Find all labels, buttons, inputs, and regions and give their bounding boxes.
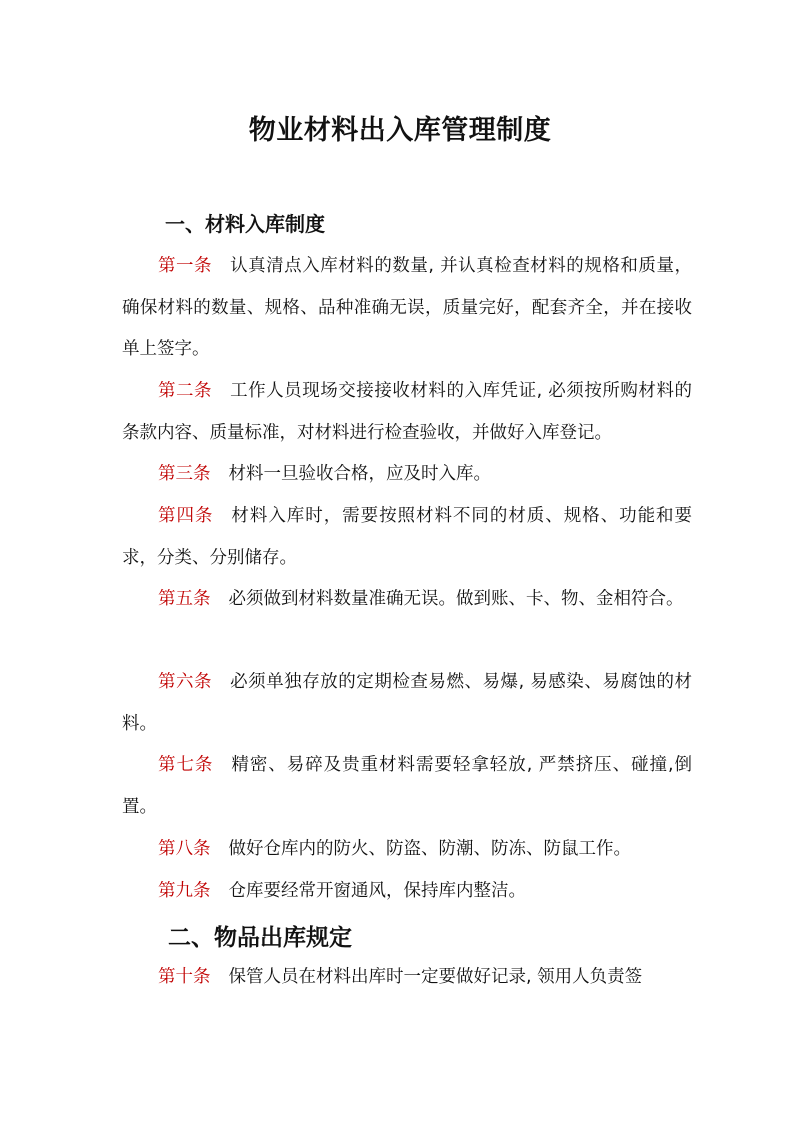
article-text: 保管人员在材料出库时一定要做好记录, 领用人负责签 [228, 967, 643, 987]
article-7 [122, 745, 692, 828]
article-number: 第二条 [158, 381, 213, 401]
article-text: 工作人员现场交接接收材料的入库凭证, 必须按所购材料的条款内容、质量标准，对材料进行检查验收，并做好入库登记。 [122, 381, 692, 443]
article-9 [122, 871, 692, 913]
article-text: 精密、易碎及贵重材料需要轻拿轻放, 严禁挤压、碰撞,倒置。 [122, 755, 693, 817]
article-10 [122, 957, 692, 999]
article-6 [122, 662, 692, 745]
article-text: 认真清点入库材料的数量, 并认真检查材料的规格和质量，确保材料的数量、规格、品种准确无误，质量完好，配套齐全，并在接收单上签字。 [122, 256, 692, 359]
article-number: 第七条 [158, 755, 214, 775]
article-text: 仓库要经常开窗通风，保持库内整洁。 [228, 881, 526, 901]
article-2 [122, 371, 692, 454]
article-number: 第三条 [158, 464, 211, 484]
section-heading-outbound: 二、物品出库规定 [168, 925, 352, 951]
article-4 [122, 496, 692, 579]
article-number: 第八条 [158, 839, 211, 859]
article-8 [122, 829, 692, 871]
article-text: 必须做到材料数量准确无误。做到账、卡、物、金相符合。 [228, 589, 684, 609]
article-text: 材料入库时，需要按照材料不同的材质、规格、功能和要求，分类、分别储存。 [122, 506, 692, 568]
article-text: 材料一旦验收合格，应及时入库。 [228, 464, 491, 484]
article-5 [122, 579, 692, 621]
article-text: 做好仓库内的防火、防盗、防潮、防冻、防鼠工作。 [228, 839, 631, 859]
article-number: 第六条 [158, 672, 213, 692]
article-number: 第五条 [158, 589, 211, 609]
section-heading-inbound: 一、材料入库制度 [165, 212, 325, 236]
document-title: 物业材料出入库管理制度 [248, 115, 552, 146]
article-3 [122, 454, 692, 496]
article-number: 第九条 [158, 881, 211, 901]
article-text: 必须单独存放的定期检查易燃、易爆, 易感染、易腐蚀的材料。 [122, 672, 692, 734]
article-number: 第一条 [158, 256, 213, 276]
article-1 [122, 246, 692, 371]
article-number: 第四条 [158, 506, 214, 526]
article-number: 第十条 [158, 967, 211, 987]
